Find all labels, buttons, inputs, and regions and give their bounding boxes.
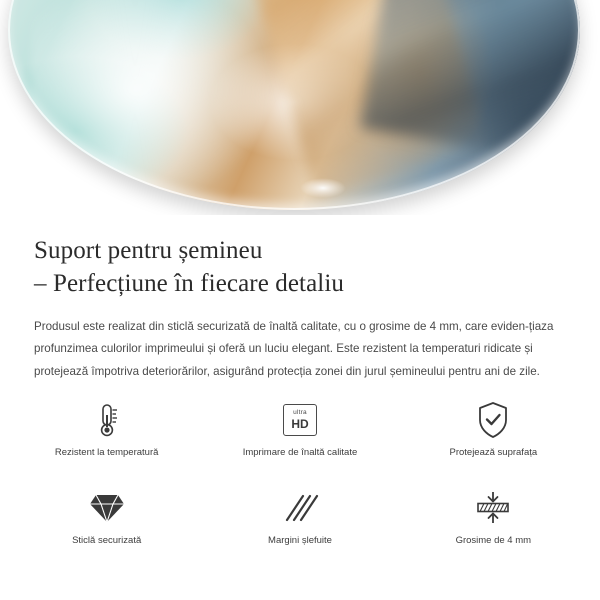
feature-label: Grosime de 4 mm	[455, 535, 532, 546]
description-paragraph: Produsul este realizat din sticlă securizată de înaltă calitate, cu o grosime de 4 mm, care eviden-țiaza profunzimea culorilor imprimeului și oferă un luciu elegant. Este rezistent la temperaturi ridicate și protejează împotriva deteriorărilor, asigurând protecția zonei din jurul șemineului pentru ani de zile.	[34, 320, 554, 378]
feature-label: Margini șlefuite	[268, 535, 332, 546]
feature-label: Protejează suprafața	[449, 447, 538, 458]
feature-grid	[0, 400, 600, 556]
feature-temperature	[10, 400, 203, 468]
feature-polished-edges	[203, 488, 396, 556]
glass-panel-image	[8, 0, 580, 210]
thickness-icon	[473, 488, 513, 528]
feature-surface-protection	[397, 400, 590, 468]
headline-line-1: Suport pentru șemineu	[34, 237, 263, 264]
page-title	[0, 215, 600, 300]
feature-label: Sticlă securizată	[72, 535, 142, 546]
feature-label: Rezistent la temperatură	[54, 447, 159, 458]
ultra-hd-icon	[283, 400, 317, 440]
marble-swirl-light	[31, 0, 291, 198]
feature-print-quality	[203, 400, 396, 468]
feature-label: Imprimare de înaltă calitate	[242, 447, 358, 458]
hero-image	[0, 0, 600, 215]
polished-edges-icon	[281, 488, 319, 528]
feature-thickness	[397, 488, 590, 556]
headline-line-2: – Perfecțiune în fiecare detaliu	[34, 269, 344, 297]
diamond-icon	[88, 488, 126, 528]
ultra-hd-badge-main: HD	[291, 416, 309, 431]
text-content	[0, 215, 600, 383]
thermometer-icon	[90, 400, 124, 440]
ultra-hd-badge-top: ultra	[293, 409, 307, 417]
shield-check-icon	[475, 400, 511, 440]
feature-tempered-glass	[10, 488, 203, 556]
